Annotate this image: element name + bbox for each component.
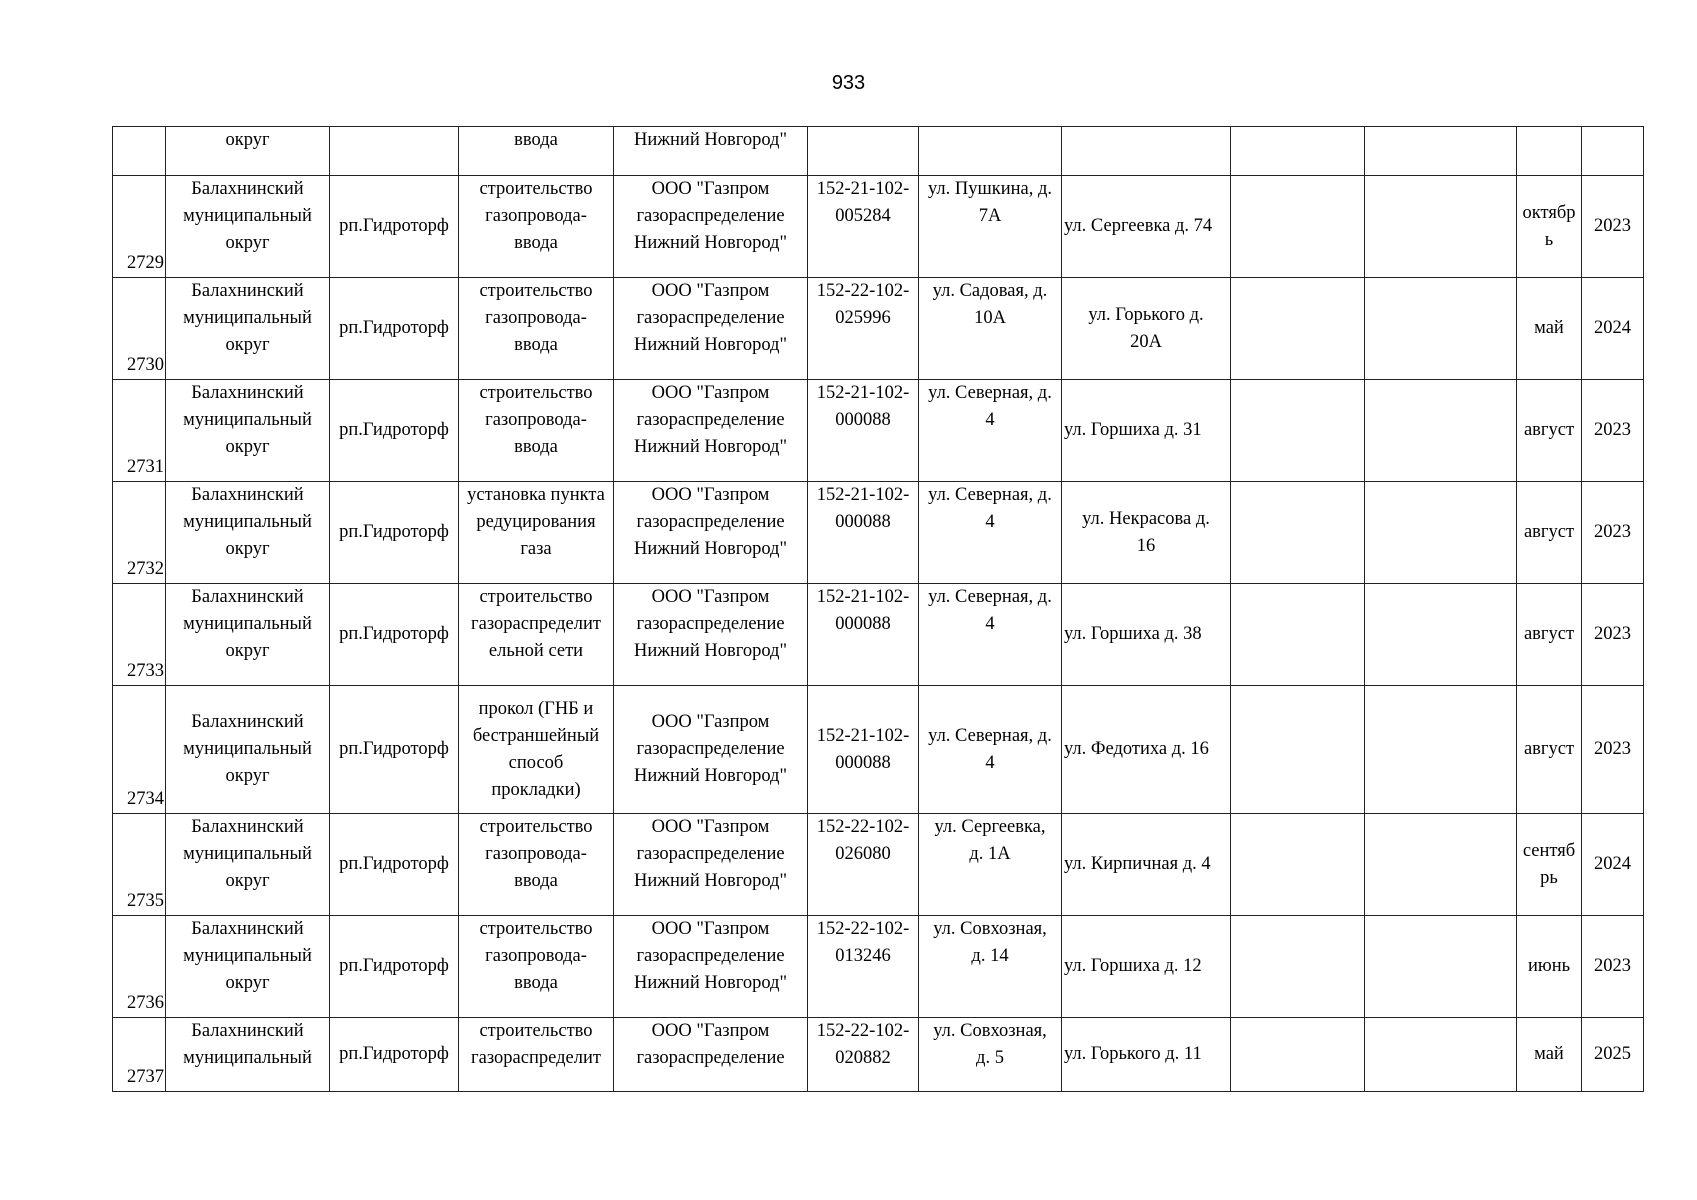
cell-district: Балахнинский муниципальный округ <box>166 380 330 482</box>
cell-work: строительство газопровода- ввода <box>459 278 614 380</box>
cell-extra2 <box>1365 1018 1517 1092</box>
cell-org: ООО "Газпром газораспределение Нижний Новгород" <box>614 584 808 686</box>
cell-district: Балахнинский муниципальный округ <box>166 814 330 916</box>
cell-org: ООО "Газпром газораспределение Нижний Новгород" <box>614 916 808 1018</box>
cell-code: 152-22-102- 020882 <box>808 1018 919 1092</box>
cell-org: ООО "Газпром газораспределение Нижний Новгород" <box>614 380 808 482</box>
table-row <box>113 176 1644 278</box>
page-number: 933 <box>831 72 866 94</box>
cell-num: 2733 <box>113 584 166 686</box>
cell-month: май <box>1517 278 1582 380</box>
cell-num: 2737 <box>113 1018 166 1092</box>
cell-work: прокол (ГНБ и бестраншейный способ прокладки) <box>459 686 614 814</box>
table-row <box>113 482 1644 584</box>
cell-extra2 <box>1365 380 1517 482</box>
cell-code: 152-21-102- 000088 <box>808 380 919 482</box>
cell-settlement: рп.Гидроторф <box>330 1018 459 1092</box>
cell-to: ул. Горшиха д. 31 <box>1062 380 1231 482</box>
cell-district: Балахнинский муниципальный округ <box>166 482 330 584</box>
cell-from: ул. Сергеевка, д. 1А <box>919 814 1062 916</box>
cell-from: ул. Северная, д. 4 <box>919 482 1062 584</box>
cell-district: Балахнинский муниципальный <box>166 1018 330 1092</box>
cell-year: 2023 <box>1582 482 1644 584</box>
cell-org: Нижний Новгород" <box>614 127 808 176</box>
cell-num: 2729 <box>113 176 166 278</box>
cell-extra2 <box>1365 176 1517 278</box>
cell-year: 2023 <box>1582 584 1644 686</box>
cell-code: 152-22-102- 025996 <box>808 278 919 380</box>
table-row <box>113 380 1644 482</box>
cell-month <box>1517 127 1582 176</box>
cell-org: ООО "Газпром газораспределение Нижний Новгород" <box>614 686 808 814</box>
cell-org: ООО "Газпром газораспределение Нижний Новгород" <box>614 176 808 278</box>
cell-org: ООО "Газпром газораспределение Нижний Новгород" <box>614 278 808 380</box>
cell-district: Балахнинский муниципальный округ <box>166 686 330 814</box>
cell-work: строительство газопровода- ввода <box>459 176 614 278</box>
cell-from: ул. Пушкина, д. 7А <box>919 176 1062 278</box>
cell-year: 2025 <box>1582 1018 1644 1092</box>
cell-extra1 <box>1231 380 1365 482</box>
cell-extra2 <box>1365 127 1517 176</box>
cell-work: строительство газораспределит <box>459 1018 614 1092</box>
cell-to: ул. Горшиха д. 38 <box>1062 584 1231 686</box>
table-row <box>113 278 1644 380</box>
cell-code: 152-21-102- 000088 <box>808 686 919 814</box>
cell-from <box>919 127 1062 176</box>
cell-to: ул. Сергеевка д. 74 <box>1062 176 1231 278</box>
cell-settlement: рп.Гидроторф <box>330 278 459 380</box>
cell-work: строительство газопровода- ввода <box>459 916 614 1018</box>
cell-district: Балахнинский муниципальный округ <box>166 584 330 686</box>
table-row <box>113 584 1644 686</box>
table-row <box>113 1018 1644 1092</box>
cell-district: Балахнинский муниципальный округ <box>166 176 330 278</box>
cell-to: ул. Горького д. 11 <box>1062 1018 1231 1092</box>
table-row <box>113 916 1644 1018</box>
cell-month: октябр ь <box>1517 176 1582 278</box>
cell-extra1 <box>1231 814 1365 916</box>
cell-org: ООО "Газпром газораспределение <box>614 1018 808 1092</box>
cell-settlement: рп.Гидроторф <box>330 686 459 814</box>
cell-settlement: рп.Гидроторф <box>330 482 459 584</box>
cell-settlement: рп.Гидроторф <box>330 176 459 278</box>
cell-from: ул. Совхозная, д. 14 <box>919 916 1062 1018</box>
cell-to: ул. Горшиха д. 12 <box>1062 916 1231 1018</box>
cell-extra2 <box>1365 686 1517 814</box>
cell-settlement: рп.Гидроторф <box>330 814 459 916</box>
cell-to <box>1062 127 1231 176</box>
cell-num: 2736 <box>113 916 166 1018</box>
cell-extra1 <box>1231 686 1365 814</box>
cell-extra1 <box>1231 584 1365 686</box>
cell-extra2 <box>1365 814 1517 916</box>
cell-num: 2735 <box>113 814 166 916</box>
cell-code: 152-21-102- 000088 <box>808 584 919 686</box>
cell-num: 2731 <box>113 380 166 482</box>
table-row <box>113 814 1644 916</box>
cell-extra1 <box>1231 482 1365 584</box>
cell-month: август <box>1517 584 1582 686</box>
cell-code: 152-21-102- 000088 <box>808 482 919 584</box>
cell-extra1 <box>1231 1018 1365 1092</box>
cell-district: Балахнинский муниципальный округ <box>166 278 330 380</box>
cell-to: ул. Кирпичная д. 4 <box>1062 814 1231 916</box>
cell-work: установка пункта редуцирования газа <box>459 482 614 584</box>
cell-work: строительство газопровода- ввода <box>459 814 614 916</box>
cell-extra1 <box>1231 916 1365 1018</box>
cell-extra2 <box>1365 584 1517 686</box>
cell-year: 2023 <box>1582 176 1644 278</box>
cell-code: 152-21-102- 005284 <box>808 176 919 278</box>
cell-code: 152-22-102- 013246 <box>808 916 919 1018</box>
cell-to: ул. Горького д. 20А <box>1062 278 1231 380</box>
cell-num: 2730 <box>113 278 166 380</box>
cell-extra1 <box>1231 127 1365 176</box>
cell-extra1 <box>1231 176 1365 278</box>
cell-from: ул. Северная, д. 4 <box>919 380 1062 482</box>
cell-year: 2024 <box>1582 814 1644 916</box>
cell-extra1 <box>1231 278 1365 380</box>
cell-code: 152-22-102- 026080 <box>808 814 919 916</box>
cell-month: август <box>1517 380 1582 482</box>
cell-month: сентяб рь <box>1517 814 1582 916</box>
cell-settlement: рп.Гидроторф <box>330 584 459 686</box>
cell-num: 2734 <box>113 686 166 814</box>
cell-from: ул. Совхозная, д. 5 <box>919 1018 1062 1092</box>
cell-work: ввода <box>459 127 614 176</box>
cell-work: строительство газопровода- ввода <box>459 380 614 482</box>
table-row-continuation <box>113 127 1644 176</box>
cell-from: ул. Северная, д. 4 <box>919 584 1062 686</box>
cell-settlement <box>330 127 459 176</box>
table-row <box>113 686 1644 814</box>
cell-settlement: рп.Гидроторф <box>330 380 459 482</box>
cell-year: 2024 <box>1582 278 1644 380</box>
cell-to: ул. Некрасова д. 16 <box>1062 482 1231 584</box>
cell-extra2 <box>1365 916 1517 1018</box>
cell-year: 2023 <box>1582 686 1644 814</box>
cell-month: август <box>1517 686 1582 814</box>
cell-extra2 <box>1365 482 1517 584</box>
cell-year <box>1582 127 1644 176</box>
cell-year: 2023 <box>1582 916 1644 1018</box>
cell-year: 2023 <box>1582 380 1644 482</box>
cell-to: ул. Федотиха д. 16 <box>1062 686 1231 814</box>
cell-month: август <box>1517 482 1582 584</box>
cell-month: июнь <box>1517 916 1582 1018</box>
cell-from: ул. Садовая, д. 10А <box>919 278 1062 380</box>
cell-num: 2732 <box>113 482 166 584</box>
cell-from: ул. Северная, д. 4 <box>919 686 1062 814</box>
cell-org: ООО "Газпром газораспределение Нижний Новгород" <box>614 814 808 916</box>
cell-org: ООО "Газпром газораспределение Нижний Новгород" <box>614 482 808 584</box>
cell-district: Балахнинский муниципальный округ <box>166 916 330 1018</box>
cell-num <box>113 127 166 176</box>
cell-district: округ <box>166 127 330 176</box>
cell-code <box>808 127 919 176</box>
cell-extra2 <box>1365 278 1517 380</box>
works-table <box>112 126 1644 1092</box>
cell-month: май <box>1517 1018 1582 1092</box>
cell-work: строительство газораспределит ельной сети <box>459 584 614 686</box>
cell-settlement: рп.Гидроторф <box>330 916 459 1018</box>
